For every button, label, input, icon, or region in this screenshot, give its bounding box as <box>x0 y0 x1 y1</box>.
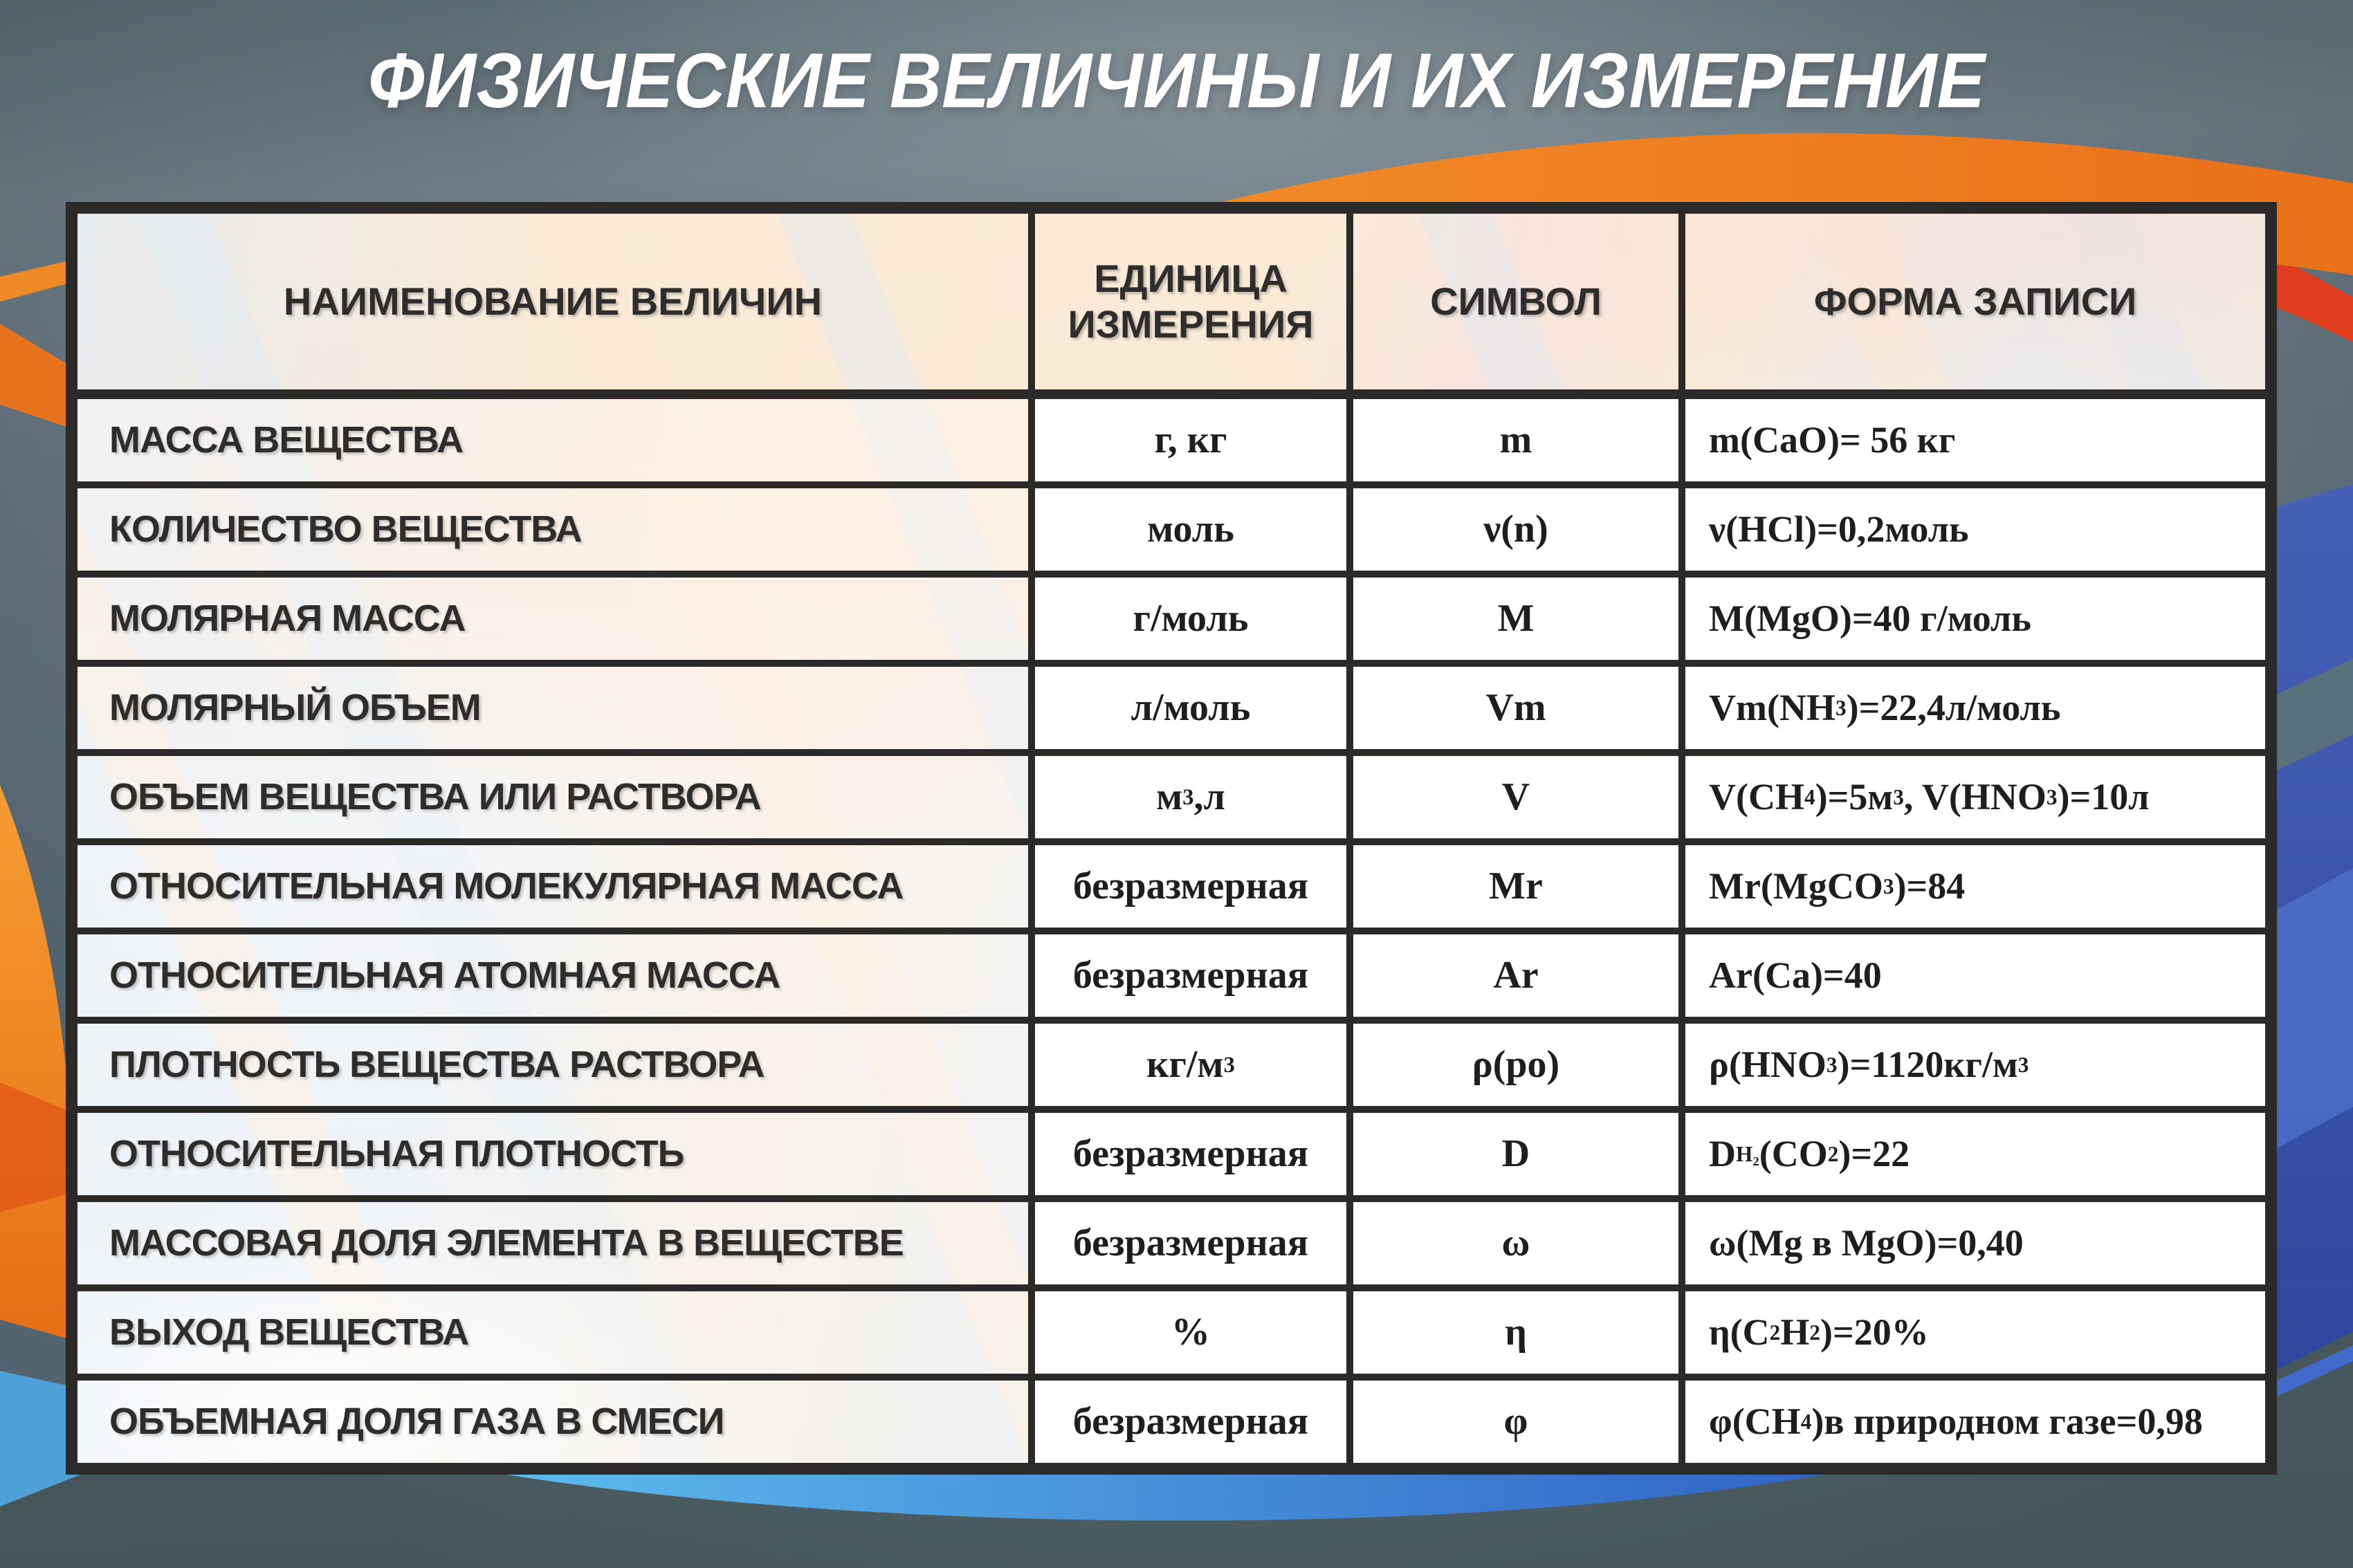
symbol-cell: D <box>1350 1109 1682 1199</box>
form-cell: Vm(NH 3 )=22,4л/моль <box>1682 663 2269 753</box>
unit-cell: безразмерная <box>1032 931 1350 1020</box>
symbol-cell: ν(n) <box>1350 485 1682 574</box>
symbol-cell: Ar <box>1350 931 1682 1020</box>
symbol-cell: V <box>1350 753 1682 842</box>
form-cell: η(C 2 H 2 )=20% <box>1682 1288 2269 1377</box>
unit-cell: безразмерная <box>1032 1199 1350 1288</box>
name-cell: ОБЪЕМНАЯ ДОЛЯ ГАЗА В СМЕСИ <box>74 1377 1032 1466</box>
unit-cell: г/моль <box>1032 574 1350 663</box>
unit-cell: г, кг <box>1032 396 1350 485</box>
form-cell: φ(CH 4 )в природном газе=0,98 <box>1682 1377 2269 1466</box>
right-light-blue-stripe <box>2271 868 2353 1152</box>
symbol-cell: ρ(ро) <box>1350 1020 1682 1109</box>
unit-cell: безразмерная <box>1032 1377 1350 1466</box>
form-cell: ν(HCl)=0,2моль <box>1682 485 2269 574</box>
name-cell: ВЫХОД ВЕЩЕСТВА <box>74 1288 1032 1377</box>
symbol-cell: m <box>1350 396 1682 485</box>
name-cell: ОТНОСИТЕЛЬНАЯ МОЛЕКУЛЯРНАЯ МАССА <box>74 842 1032 931</box>
page-title: ФИЗИЧЕСКИЕ ВЕЛИЧИНЫ И ИХ ИЗМЕРЕНИЕ <box>367 37 1986 124</box>
name-cell: МОЛЯРНЫЙ ОБЪЕМ <box>74 663 1032 753</box>
symbol-cell: Mr <box>1350 842 1682 931</box>
name-cell: ОБЪЕМ ВЕЩЕСТВА ИЛИ РАСТВОРА <box>74 753 1032 842</box>
unit-cell: безразмерная <box>1032 1109 1350 1199</box>
unit-cell: моль <box>1032 485 1350 574</box>
name-cell: ОТНОСИТЕЛЬНАЯ АТОМНАЯ МАССА <box>74 931 1032 1020</box>
column-header-name: НАИМЕНОВАНИЕ ВЕЛИЧИН <box>74 210 1032 396</box>
form-cell: m(CaO)= 56 кг <box>1682 396 2269 485</box>
name-cell: МАССОВАЯ ДОЛЯ ЭЛЕМЕНТА В ВЕЩЕСТВЕ <box>74 1199 1032 1288</box>
name-cell: ОТНОСИТЕЛЬНАЯ ПЛОТНОСТЬ <box>74 1109 1032 1199</box>
symbol-cell: Vm <box>1350 663 1682 753</box>
name-cell: МАССА ВЕЩЕСТВА <box>74 396 1032 485</box>
name-cell: МОЛЯРНАЯ МАССА <box>74 574 1032 663</box>
symbol-cell: ω <box>1350 1199 1682 1288</box>
name-cell: ПЛОТНОСТЬ ВЕЩЕСТВА РАСТВОРА <box>74 1020 1032 1109</box>
unit-cell: % <box>1032 1288 1350 1377</box>
column-header-unit: ЕДИНИЦА ИЗМЕРЕНИЯ <box>1032 210 1350 396</box>
form-cell: ρ(HNO 3 )=1120кг/м 3 <box>1682 1020 2269 1109</box>
unit-cell: л/моль <box>1032 663 1350 753</box>
form-cell: ω(Mg в MgO)=0,40 <box>1682 1199 2269 1288</box>
column-header-symbol: СИМВОЛ <box>1350 210 1682 396</box>
column-header-form: ФОРМА ЗАПИСИ <box>1682 210 2269 396</box>
form-cell: D H₂ (CO 2 )=22 <box>1682 1109 2269 1199</box>
unit-cell: безразмерная <box>1032 842 1350 931</box>
symbol-cell: M <box>1350 574 1682 663</box>
physical-quantities-table <box>66 202 2277 1475</box>
left-orange-wedge <box>0 785 71 1359</box>
symbol-cell: η <box>1350 1288 1682 1377</box>
form-cell: M(MgO)=40 г/моль <box>1682 574 2269 663</box>
unit-cell: кг/м 3 <box>1032 1020 1350 1109</box>
symbol-cell: φ <box>1350 1377 1682 1466</box>
unit-cell: м 3 ,л <box>1032 753 1350 842</box>
form-cell: Mr(MgCO 3 )=84 <box>1682 842 2269 931</box>
form-cell: Ar(Ca)=40 <box>1682 931 2269 1020</box>
name-cell: КОЛИЧЕСТВО ВЕЩЕСТВА <box>74 485 1032 574</box>
form-cell: V(CH 4 )=5м 3 , V(HNO 3 )=10л <box>1682 753 2269 842</box>
